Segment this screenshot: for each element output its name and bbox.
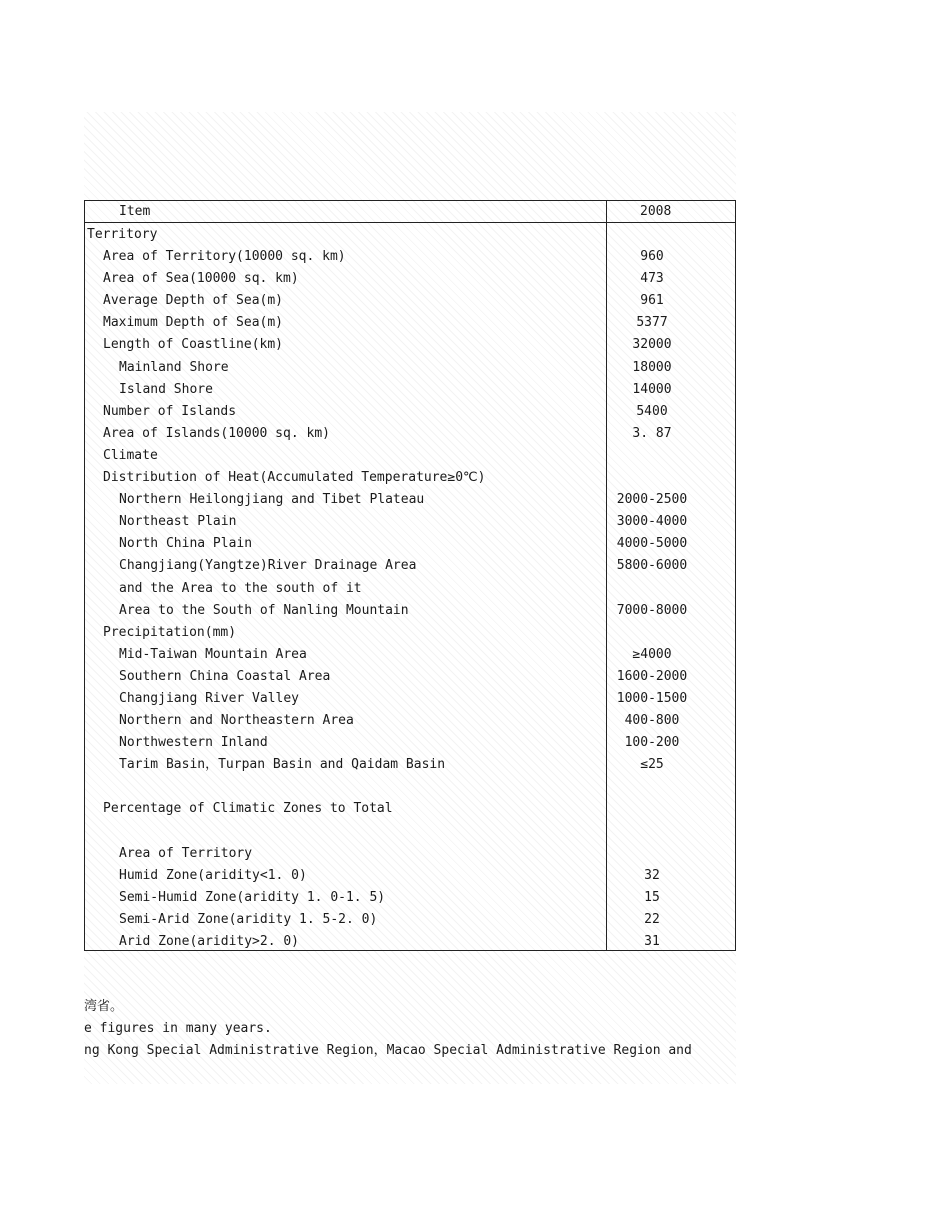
row-label: Area of Territory [119, 845, 253, 861]
row-label: Area of Sea(10000 sq. km) [103, 271, 299, 287]
row-value: 400-800 [624, 713, 680, 729]
row-value: 2000-2500 [616, 492, 688, 508]
header-item: Item [119, 204, 151, 219]
row-value: 15 [644, 889, 660, 905]
row-label: Distribution of Heat(Accumulated Temperature≥0℃) [103, 470, 486, 486]
table-row [85, 268, 735, 290]
table-row [85, 312, 735, 334]
row-label: Changjiang River Valley [119, 690, 300, 706]
footnote-line: ng Kong Special Administrative Region，Macao Special Administrative Region and [84, 1043, 692, 1058]
table-row [85, 843, 735, 865]
row-value: 960 [640, 249, 664, 265]
row-value: 32000 [632, 337, 672, 353]
footnote-line: e figures in many years. [84, 1021, 272, 1036]
row-label: Average Depth of Sea(m) [103, 293, 284, 309]
footnote-line: 湾省。 [84, 999, 124, 1014]
table-row [85, 666, 735, 688]
row-label: Length of Coastline(km) [103, 337, 284, 353]
footnotes [84, 996, 724, 1062]
row-value: ≤25 [640, 757, 664, 773]
row-label: Tarim Basin，Turpan Basin and Qaidam Basin [119, 757, 446, 773]
table-row [85, 489, 735, 511]
table-row [85, 224, 735, 246]
row-value: 961 [640, 293, 664, 309]
row-value: 32 [644, 867, 660, 883]
header-year: 2008 [640, 204, 672, 219]
row-value: 5800-6000 [616, 558, 688, 574]
table-row [85, 555, 735, 577]
table-row [85, 290, 735, 312]
table-row [85, 754, 735, 776]
row-label: Area of Islands(10000 sq. km) [103, 425, 330, 441]
table-row [85, 821, 735, 843]
table-body [85, 224, 735, 953]
table-row [85, 533, 735, 555]
row-value: 4000-5000 [616, 536, 688, 552]
row-value: 473 [640, 271, 664, 287]
data-table [84, 200, 736, 951]
table-row [85, 710, 735, 732]
table-row [85, 401, 735, 423]
row-value: 1000-1500 [616, 690, 688, 706]
row-value: 5400 [636, 403, 668, 419]
table-row [85, 798, 735, 820]
row-label: Arid Zone(aridity>2. 0) [119, 934, 300, 949]
table-row [85, 931, 735, 953]
row-label: Mid-Taiwan Mountain Area [119, 646, 307, 662]
row-label: Territory [87, 227, 158, 242]
table-row [85, 357, 735, 379]
table-row [85, 334, 735, 356]
table-row [85, 688, 735, 710]
row-value: 3. 87 [632, 425, 672, 441]
row-label: Area of Territory(10000 sq. km) [103, 249, 346, 265]
row-label: Changjiang(Yangtze)River Drainage Area [119, 558, 417, 574]
row-label: Semi-Humid Zone(aridity 1. 0-1. 5) [119, 889, 386, 905]
table-row [85, 776, 735, 798]
row-label: Northeast Plain [119, 514, 237, 530]
row-value: 18000 [632, 359, 672, 375]
row-value: ≥4000 [632, 646, 672, 662]
row-value: 14000 [632, 381, 672, 397]
table-row [85, 644, 735, 666]
row-label: North China Plain [119, 536, 253, 552]
row-value: 22 [644, 911, 660, 927]
row-label: Semi-Arid Zone(aridity 1. 5-2. 0) [119, 911, 378, 927]
table-row [85, 246, 735, 268]
table-row [85, 732, 735, 754]
row-label: Southern China Coastal Area [119, 668, 331, 684]
row-value: 5377 [636, 315, 668, 331]
row-label: Island Shore [119, 381, 213, 397]
table-row [85, 600, 735, 622]
row-label: Humid Zone(aridity<1. 0) [119, 867, 307, 883]
row-label: Maximum Depth of Sea(m) [103, 315, 284, 331]
row-label: Number of Islands [103, 403, 237, 419]
row-label: Percentage of Climatic Zones to Total [103, 801, 393, 817]
table-row [85, 423, 735, 445]
row-label: Northwestern Inland [119, 735, 268, 751]
row-label: and the Area to the south of it [119, 580, 362, 596]
table-row [85, 578, 735, 600]
row-label: Climate [103, 447, 158, 463]
table-row [85, 865, 735, 887]
row-label: Area to the South of Nanling Mountain [119, 602, 409, 618]
row-value: 31 [644, 934, 660, 949]
table-row [85, 511, 735, 533]
row-label: Northern and Northeastern Area [119, 713, 354, 729]
table-row [85, 467, 735, 489]
row-label: Northern Heilongjiang and Tibet Plateau [119, 492, 425, 508]
table-row [85, 887, 735, 909]
row-value: 100-200 [624, 735, 680, 751]
table-row [85, 909, 735, 931]
row-value: 1600-2000 [616, 668, 688, 684]
table-row [85, 379, 735, 401]
row-label: Precipitation(mm) [103, 624, 237, 640]
row-value: 7000-8000 [616, 602, 688, 618]
table-row [85, 445, 735, 467]
header-divider [85, 222, 735, 223]
row-value: 3000-4000 [616, 514, 688, 530]
table-row [85, 622, 735, 644]
row-label: Mainland Shore [119, 359, 229, 375]
